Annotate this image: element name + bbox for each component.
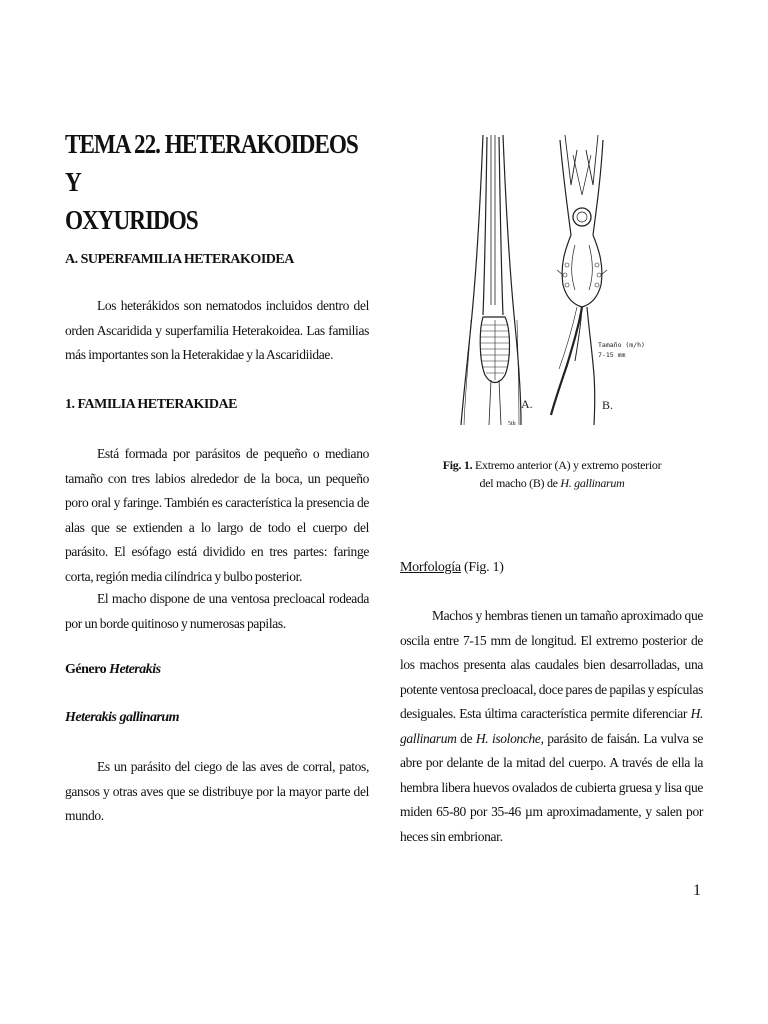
figure-small-mark: 5th	[508, 421, 516, 427]
figure-caption	[420, 456, 684, 492]
caption-line-2	[420, 474, 684, 492]
intro-paragraph	[65, 294, 369, 368]
heterakis-drawing	[455, 125, 645, 430]
family-paragraph	[65, 442, 369, 589]
genus-heading-prefix: Género	[65, 662, 110, 677]
left-column	[65, 125, 369, 239]
morfologia-italic-2: H. isolonche	[475, 730, 541, 746]
morfologia-paragraph	[400, 604, 703, 849]
figure-size-label-line2: 7-15 mm	[598, 351, 626, 359]
male-paragraph-text: El macho dispone de una ventosa precloacal rodeada por un borde quitinoso y numerosas papilas.	[65, 591, 369, 631]
caption-text-2: del macho (B) de	[479, 476, 561, 490]
document-title	[65, 125, 369, 239]
morfologia-heading	[400, 560, 504, 576]
morfologia-text-1: Machos y hembras tienen un tamaño aproximado que oscila entre 7-15 mm de longitud. El extremo posterior de los machos presenta alas caudales bien desarrolladas, una potente ventosa precloacal, doce pares de papilas y espículas desiguales. Esta última característica permite diferenciar	[400, 608, 703, 721]
morfologia-ref: (Fig. 1)	[460, 560, 504, 575]
intro-paragraph-text: Los heterákidos son nematodos incluidos dentro del orden Ascaridida y superfamilia Heterakoidea. Las familias más importantes son la Heterakidae y la Ascaridiidae.	[65, 298, 369, 362]
morfologia-label: Morfología	[400, 560, 461, 575]
caption-bold-label: Fig. 1.	[442, 458, 473, 472]
figure-size-label-line1: Tamaño (m/h)	[598, 341, 645, 349]
title-line-1: TEMA 22. HETERAKOIDEOS Y	[65, 129, 358, 197]
page-number: 1	[693, 882, 701, 899]
male-paragraph	[65, 587, 369, 636]
figure-heterakis-illustration	[455, 125, 645, 430]
species-paragraph	[65, 755, 369, 829]
caption-text-1: Extremo anterior (A) y extremo posterior	[472, 458, 662, 472]
figure-label-b: B.	[602, 398, 614, 412]
title-line-2: OXYURIDOS	[65, 205, 198, 235]
morfologia-text-2: de	[456, 730, 476, 746]
species-paragraph-text: Es un parásito del ciego de las aves de corral, patos, gansos y otras aves que se distribuye por la mayor parte del mundo.	[65, 759, 369, 823]
genus-heading-name: Heterakis	[109, 662, 161, 677]
specimen-b-posterior-end	[551, 135, 607, 425]
specimen-a-anterior-end	[461, 135, 521, 425]
caption-line-1	[420, 456, 684, 474]
section-a-heading: A. SUPERFAMILIA HETERAKOIDEA	[65, 252, 294, 267]
species-heading: Heterakis gallinarum	[65, 710, 180, 725]
caption-italic: H. gallinarum	[560, 476, 625, 490]
family-paragraph-text: Está formada por parásitos de pequeño o mediano tamaño con tres labios alrededor de la boca, un pequeño poro oral y faringe. También es característica la presencia de alas que se extienden a lo largo de todo el cuerpo del parásito. El esófago está dividido en tres partes: faringe corta, región media cilíndrica y bulbo posterior.	[65, 446, 369, 584]
morfologia-text-3: , parásito de faisán. La vulva se abre por delante de la mitad del cuerpo. A través de ella la hembra libera huevos ovalados de cubierta gruesa y lisa que miden 65-80 por 35-46 µm aproximadamente, y salen por heces sin embrionar.	[400, 730, 704, 844]
genus-heading	[65, 662, 161, 678]
morfologia-italic-1: H. gallinarum	[400, 706, 703, 746]
figure-label-a: A.	[521, 397, 533, 411]
family-heading: 1. FAMILIA HETERAKIDAE	[65, 397, 237, 412]
